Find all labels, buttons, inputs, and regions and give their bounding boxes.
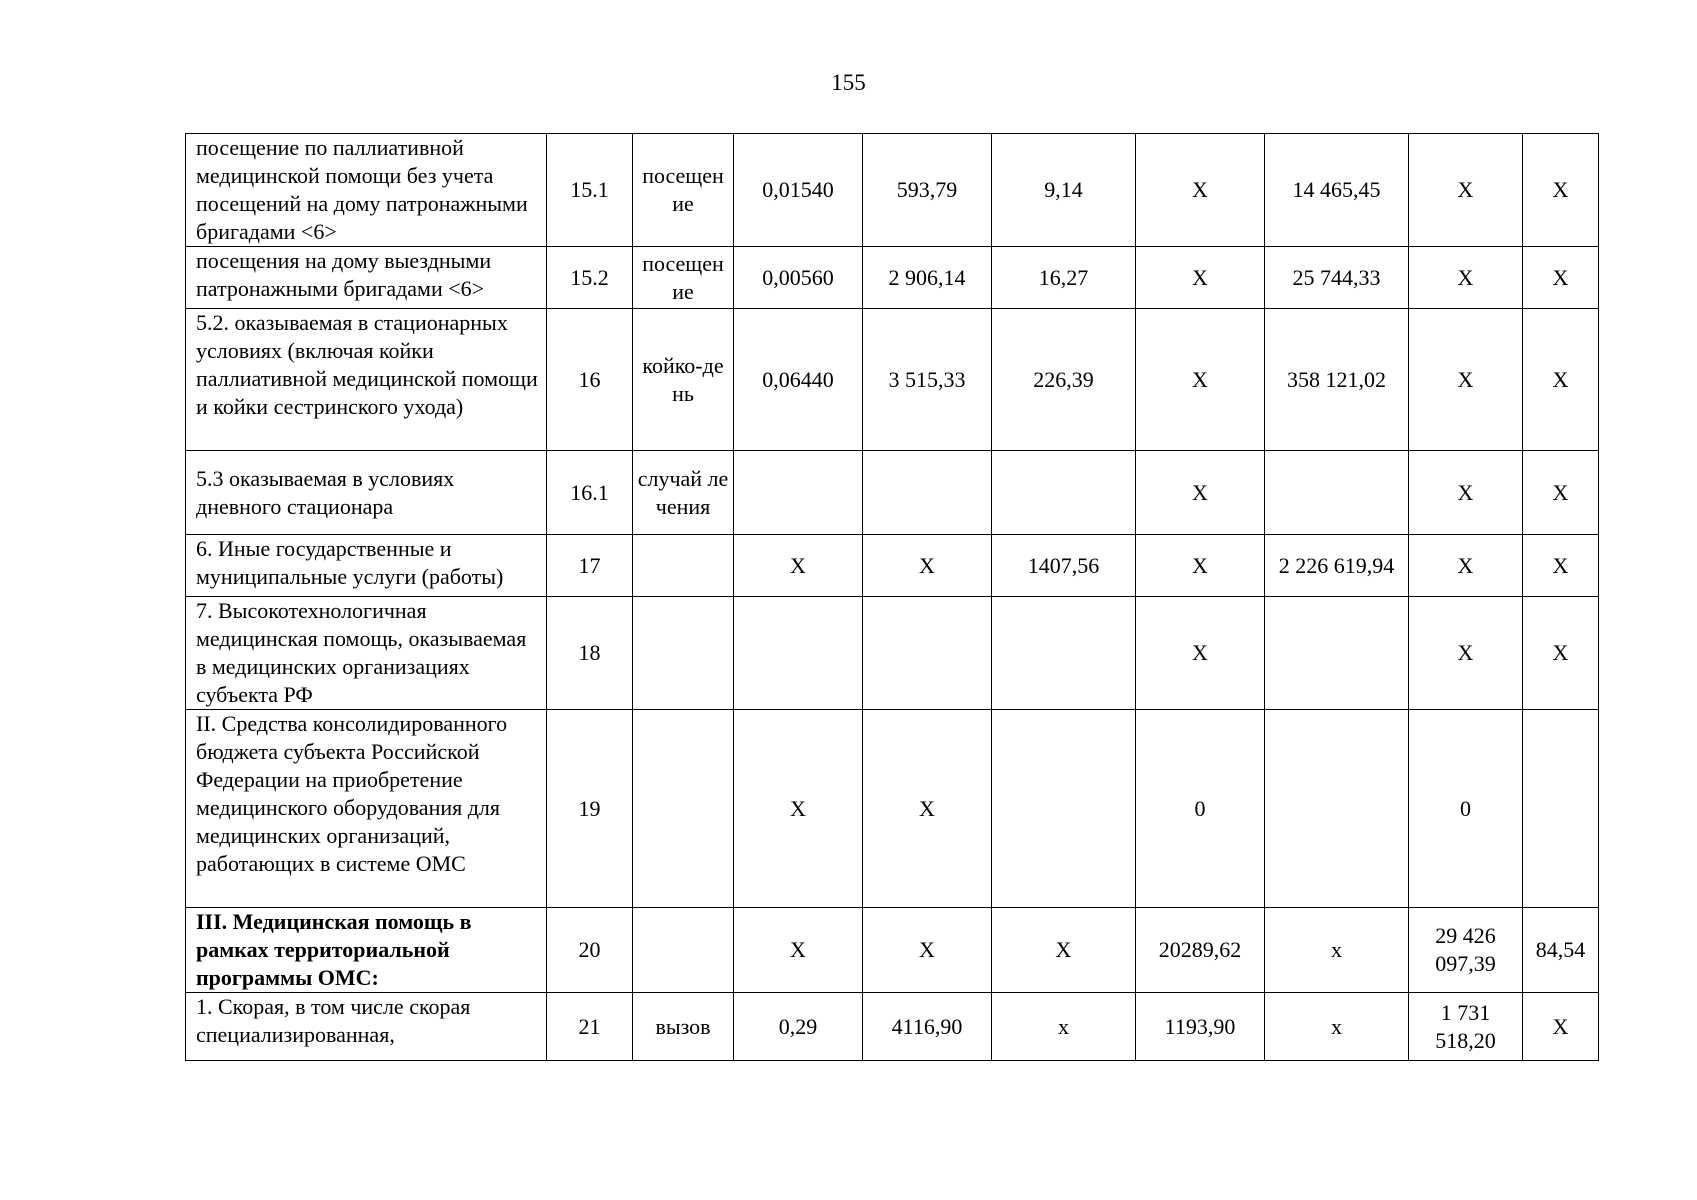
table-row	[186, 247, 1599, 309]
row-cell	[992, 710, 1136, 908]
row-cell	[1265, 710, 1409, 908]
data-table	[185, 133, 1599, 1061]
row-cell	[992, 597, 1136, 710]
row-code: 15.1	[547, 134, 633, 247]
row-name: II. Средства консолидированного бюджета субъекта Российской Федерации на приобретение медицинского оборудования для медицинских организаций, работающих в системе ОМС	[186, 710, 547, 908]
row-name: посещение по паллиативной медицинской помощи без учета посещений на дому патронажными бригадами <6>	[186, 134, 547, 247]
row-code: 17	[547, 535, 633, 597]
row-cell: 20289,62	[1136, 908, 1265, 993]
row-cell: X	[1409, 597, 1523, 710]
row-unit: посещение	[633, 247, 734, 309]
row-cell: X	[1523, 247, 1599, 309]
row-cell: X	[863, 535, 992, 597]
table-row	[186, 597, 1599, 710]
table-row	[186, 535, 1599, 597]
row-unit: случай лечения	[633, 451, 734, 535]
row-code: 16.1	[547, 451, 633, 535]
row-cell: X	[1523, 597, 1599, 710]
row-cell: X	[1136, 247, 1265, 309]
row-cell: X	[1523, 309, 1599, 451]
row-cell: X	[734, 535, 863, 597]
row-name: 7. Высокотехнологичная медицинская помощь, оказываемая в медицинских организациях субъекта РФ	[186, 597, 547, 710]
row-name: посещения на дому выездными патронажными бригадами <6>	[186, 247, 547, 309]
row-cell: 16,27	[992, 247, 1136, 309]
row-cell: X	[1136, 309, 1265, 451]
row-unit	[633, 710, 734, 908]
row-cell	[1523, 710, 1599, 908]
table-row	[186, 451, 1599, 535]
row-unit	[633, 597, 734, 710]
row-cell: 0,06440	[734, 309, 863, 451]
row-cell: 29 426 097,39	[1409, 908, 1523, 993]
row-cell: X	[1409, 309, 1523, 451]
row-cell: 0	[1409, 710, 1523, 908]
table-row	[186, 993, 1599, 1061]
row-cell: X	[1409, 451, 1523, 535]
row-cell: X	[734, 710, 863, 908]
table-row	[186, 908, 1599, 993]
row-cell	[1265, 597, 1409, 710]
row-cell: X	[1136, 535, 1265, 597]
row-cell: 1193,90	[1136, 993, 1265, 1061]
row-cell: 1 731 518,20	[1409, 993, 1523, 1061]
row-cell: 593,79	[863, 134, 992, 247]
row-cell: X	[1136, 134, 1265, 247]
row-cell: 358 121,02	[1265, 309, 1409, 451]
row-cell	[992, 451, 1136, 535]
row-cell: 0,01540	[734, 134, 863, 247]
row-cell	[863, 451, 992, 535]
page-number: 155	[831, 70, 866, 95]
table-row	[186, 134, 1599, 247]
row-cell: X	[863, 710, 992, 908]
row-cell: 14 465,45	[1265, 134, 1409, 247]
row-unit: посещение	[633, 134, 734, 247]
row-cell: x	[1265, 993, 1409, 1061]
row-cell: X	[1136, 597, 1265, 710]
row-cell: 84,54	[1523, 908, 1599, 993]
row-unit	[633, 535, 734, 597]
row-cell: X	[1523, 535, 1599, 597]
row-code: 19	[547, 710, 633, 908]
row-cell: 4116,90	[863, 993, 992, 1061]
row-cell: 9,14	[992, 134, 1136, 247]
row-unit	[633, 908, 734, 993]
row-cell: X	[863, 908, 992, 993]
row-code: 15.2	[547, 247, 633, 309]
row-cell: 25 744,33	[1265, 247, 1409, 309]
row-cell: 2 226 619,94	[1265, 535, 1409, 597]
row-cell: X	[1523, 451, 1599, 535]
row-cell: X	[992, 908, 1136, 993]
table-row	[186, 309, 1599, 451]
row-unit: вызов	[633, 993, 734, 1061]
row-name: 1. Скорая, в том числе скорая специализированная,	[186, 993, 547, 1061]
row-cell: 0,29	[734, 993, 863, 1061]
row-cell: x	[1265, 908, 1409, 993]
row-cell: x	[992, 993, 1136, 1061]
row-cell: 226,39	[992, 309, 1136, 451]
row-cell	[734, 597, 863, 710]
row-cell: X	[1409, 247, 1523, 309]
table-row	[186, 710, 1599, 908]
row-cell	[1265, 451, 1409, 535]
row-name: III. Медицинская помощь в рамках территориальной программы ОМС:	[186, 908, 547, 993]
row-cell: 2 906,14	[863, 247, 992, 309]
row-cell: 0	[1136, 710, 1265, 908]
row-cell	[863, 597, 992, 710]
row-code: 21	[547, 993, 633, 1061]
row-cell: 1407,56	[992, 535, 1136, 597]
row-code: 18	[547, 597, 633, 710]
row-cell: X	[1409, 535, 1523, 597]
row-cell	[734, 451, 863, 535]
row-unit: койко-день	[633, 309, 734, 451]
row-name: 6. Иные государственные и муниципальные услуги (работы)	[186, 535, 547, 597]
row-cell: X	[1523, 134, 1599, 247]
row-cell: 0,00560	[734, 247, 863, 309]
row-cell: X	[1523, 993, 1599, 1061]
row-cell: X	[1136, 451, 1265, 535]
row-name: 5.3 оказываемая в условиях дневного стационара	[186, 451, 547, 535]
row-cell: X	[1409, 134, 1523, 247]
row-code: 20	[547, 908, 633, 993]
row-cell: 3 515,33	[863, 309, 992, 451]
row-name: 5.2. оказываемая в стационарных условиях (включая койки паллиативной медицинской помощи и койки сестринского ухода)	[186, 309, 547, 451]
row-cell: X	[734, 908, 863, 993]
row-code: 16	[547, 309, 633, 451]
